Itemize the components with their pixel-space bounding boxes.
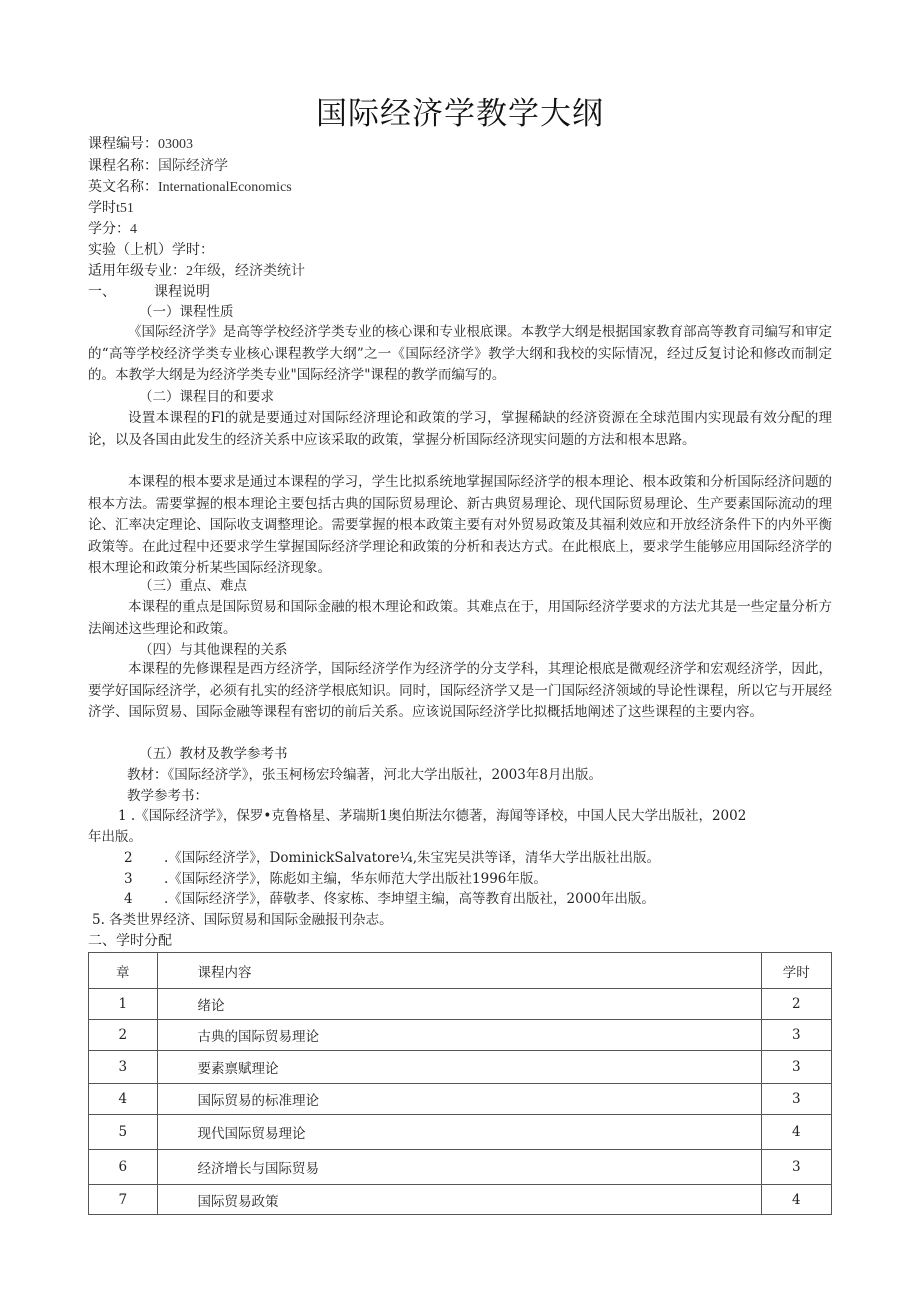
reference-4: .《国际经济学》，薛敬孝、佟家栋、李坤望主编，高等教育出版社，2000年出版。 — [164, 891, 655, 907]
hours-allocation-table — [88, 952, 832, 1215]
header-content: 课程内容 — [157, 953, 761, 989]
meta-hours: 学时t51 — [88, 200, 134, 216]
meta-course-name: 课程名称：国际经济学 — [88, 158, 228, 174]
references-label: 教学参考书： — [127, 788, 208, 804]
reference-2: .《国际经济学》，DominickSalvatore¼,朱宝宪吴洪等译，清华大学出版社出版。 — [164, 850, 661, 866]
table-row: 5 现代国际贸易理论 4 — [89, 1115, 832, 1150]
section-heading-1: 一、 课程说明 — [88, 284, 210, 300]
section-heading-2: 二、学时分配 — [88, 933, 172, 949]
meta-lab-hours: 实验（上机）学时： — [88, 242, 214, 258]
reference-3-num: 3 — [124, 871, 133, 887]
paragraph-objectives-1: 设置本课程的Fl的就是要通过对国际经济理论和政策的学习，掌握稀缺的经济资源在全球范围内实现最有效分配的理论，以及各国由此发生的经济关系中应该采取的政策，掌握分析国际经济现实问题的方法和根本思路。 — [88, 410, 832, 448]
reference-5: 5. 各类世界经济、国际贸易和国际金融报刊杂志。 — [92, 912, 393, 928]
header-hours: 学时 — [761, 953, 831, 989]
table-row: 3 要素禀赋理论 3 — [89, 1051, 832, 1084]
reference-1-cont: 年出版。 — [88, 829, 142, 845]
paragraph-objectives-2: 本课程的根本要求是通过本课程的学习，学生比拟系统地掌握国际经济学的根本理论、根本政策和分析国际经济问题的根本方法。需要掌握的根本理论主要包括古典的国际贸易理论、新古典贸易理论、现代国际贸易理论、生产要素国际流动的理论、汇率决定理论、国际收支调整理论。需要掌握的根本政策主要有对外贸易政策及其福利效应和开放经济条件下的内外平衡政策等。在此过程中还要求学生掌握国际经济学理论和政策的分析和表达方式。在此根底上，要求学生能够应用国际经济学的根木理论和政策分析某些国际经济现象。 — [88, 474, 832, 577]
paragraph-relations: 本课程的先修课程是西方经济学，国际经济学作为经济学的分支学科，其理论根底是微观经济学和宏观经济学，因此，要学好国际经济学，必须有扎实的经济学根底知识。同时，国际经济学又是一门国际经济领域的导论性课程，所以它与开展经济学、国际贸易、国际金融等课程有密切的前后关系。应该说国际经济学比拟概括地阐述了这些课程的主要内容。 — [88, 661, 832, 721]
subheading-relations: （四）与其他课程的关系 — [139, 642, 288, 658]
table-row: 1 绪论 2 — [89, 989, 832, 1020]
subheading-objectives: （二）课程目的和要求 — [139, 389, 274, 405]
subheading-nature: （一）课程性质 — [139, 304, 234, 320]
subheading-key-points: （三）重点、难点 — [139, 578, 247, 594]
meta-course-code: 课程编号：03003 — [88, 136, 193, 152]
meta-credits: 学分：4 — [88, 221, 137, 237]
reference-4-num: 4 — [124, 891, 133, 907]
table-header-row — [89, 953, 832, 989]
reference-3: .《国际经济学》，陈彪如主编，华东师范大学出版社1996年版。 — [164, 871, 547, 887]
document-title: 国际经济学教学大纲 — [316, 96, 604, 132]
table-row: 7 国际贸易政策 4 — [89, 1185, 832, 1215]
subheading-textbooks: （五）教材及教学参考书 — [139, 746, 288, 762]
table-row: 2 古典的国际贸易理论 3 — [89, 1020, 832, 1051]
textbook-line: 教材：《国际经济学》，张玉柯杨宏玲编著，河北大学出版社，2003年8月出版。 — [127, 767, 602, 783]
reference-1: 1 .《国际经济学》，保罗•克鲁格星、茅瑞斯1奥伯斯法尔德著，海闻等译校，中国人民大学出版社，2002 — [118, 808, 747, 824]
paragraph-key-points: 本课程的重点是国际贸易和国际金融的根木理论和政策。其难点在于，用国际经济学要求的方法尤其是一些定量分析方法阐述这些理论和政策。 — [88, 599, 832, 637]
meta-grade-major: 适用年级专业：2年级，经济类统计 — [88, 263, 305, 279]
header-chapter: 章 — [89, 953, 158, 989]
table-row: 6 经济增长与国际贸易 3 — [89, 1150, 832, 1185]
reference-2-num: 2 — [124, 850, 133, 866]
meta-english-name: 英文名称：InternationalEconomics — [88, 179, 292, 195]
paragraph-nature: 《国际经济学》是高等学校经济学类专业的核心课和专业根底课。本教学大纲是根据国家教育部高等教育司编写和审定的“高等学校经济学类专业核心课程教学大纲”之一《国际经济学》教学大纲和我校的实际情况，经过反复讨论和修改而制定的。本教学大纲是为经济学类专业"国际经济学"课程的教学而编写的。 — [88, 324, 832, 384]
table-row: 4 国际贸易的标准理论 3 — [89, 1084, 832, 1115]
